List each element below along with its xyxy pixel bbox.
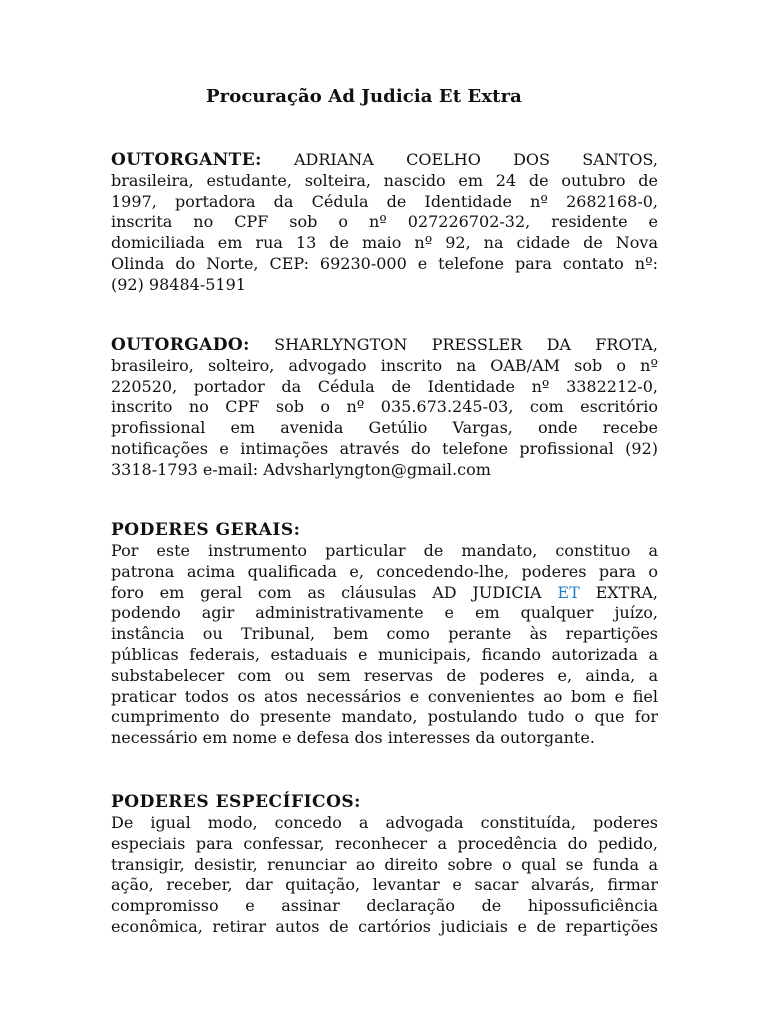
outorgante-section [111,150,658,296]
poderes-especificos-line-5: compromisso e assinar declaração de hipossuficiência [111,896,658,916]
outorgado-line-3: 220520, portador da Cédula de Identidade nº 3382212-0, [111,376,658,396]
outorgado-line-4: inscrito no CPF sob o nº 035.673.245-03, com escritório [111,397,658,417]
poderes-especificos-section [111,791,658,938]
outorgante-line-2: brasileira, estudante, solteira, nascido em 24 de outubro de [111,170,658,190]
outorgado-section [111,335,658,481]
outorgado-line-7: 3318-1793 e-mail: Advsharlyngton@gmail.com [111,459,491,479]
outorgado-line-1: OUTORGADO: SHARLYNGTON PRESSLER DA FROTA, [111,335,658,355]
poderes-gerais-line-7: substabelecer com ou sem reservas de poderes e, ainda, a [111,665,658,685]
poderes-gerais-line-1: Por este instrumento particular de mandato, constituo a [111,541,658,560]
outorgante-label: OUTORGANTE: [111,150,262,170]
poderes-gerais-line-2: patrona acima qualificada e, concedendo-lhe, poderes para o [111,561,658,581]
outorgante-line-3: 1997, portadora da Cédula de Identidade nº 2682168-0, [111,191,658,211]
poderes-gerais-line-8: praticar todos os atos necessários e convenientes ao bom e fiel [111,686,658,706]
poderes-gerais-line-3: foro em geral com as cláusulas AD JUDICIA ET EXTRA, [111,582,659,602]
poderes-especificos-heading: PODERES ESPECÍFICOS: [111,792,361,812]
outorgante-line-7: (92) 98484-5191 [111,274,246,294]
poderes-especificos-line-3: transigir, desistir, renunciar ao direito sobre o qual se funda a [111,854,658,874]
document-title [0,86,768,107]
outorgado-line-5: profissional em avenida Getúlio Vargas, onde recebe [111,418,658,438]
outorgado-line-6: notificações e intimações através do telefone profissional (92) [111,438,658,458]
poderes-gerais-line-4: podendo agir administrativamente e em qualquer juízo, [111,603,658,623]
poderes-gerais-heading: PODERES GERAIS: [111,520,301,540]
poderes-gerais-section [111,519,658,749]
poderes-especificos-line-2: especiais para confessar, reconhecer a procedência do pedido, [111,833,658,853]
document-title-text: Procuração Ad Judicia Et Extra [206,86,522,107]
outorgado-line-2: brasileiro, solteiro, advogado inscrito na OAB/AM sob o nº [111,355,658,375]
poderes-gerais-line-9: cumprimento do presente mandato, postulando tudo o que for [111,707,658,727]
outorgado-label: OUTORGADO: [111,335,250,355]
outorgante-line-6: Olinda do Norte, CEP: 69230-000 e telefone para contato nº: [111,253,658,273]
poderes-especificos-line-4: ação, receber, dar quitação, levantar e sacar alvarás, firmar [111,875,658,895]
poderes-gerais-line-5: instância ou Tribunal, bem como perante às repartições [111,624,658,644]
poderes-especificos-line-1: De igual modo, concedo a advogada constituída, poderes [111,813,658,832]
poderes-gerais-line-6: públicas federais, estaduais e municipais, ficando autorizada a [111,644,658,664]
et-highlight: ET [557,582,580,602]
poderes-gerais-line-10: necessário em nome e defesa dos interesses da outorgante. [111,728,595,748]
outorgante-line-4: inscrita no CPF sob o nº 027226702-32, residente e [111,212,658,232]
outorgante-line-1: OUTORGANTE: ADRIANA COELHO DOS SANTOS, [111,150,658,170]
outorgante-line-5: domiciliada em rua 13 de maio nº 92, na cidade de Nova [111,233,658,253]
poderes-especificos-line-6: econômica, retirar autos de cartórios judiciais e de repartições [111,916,658,936]
